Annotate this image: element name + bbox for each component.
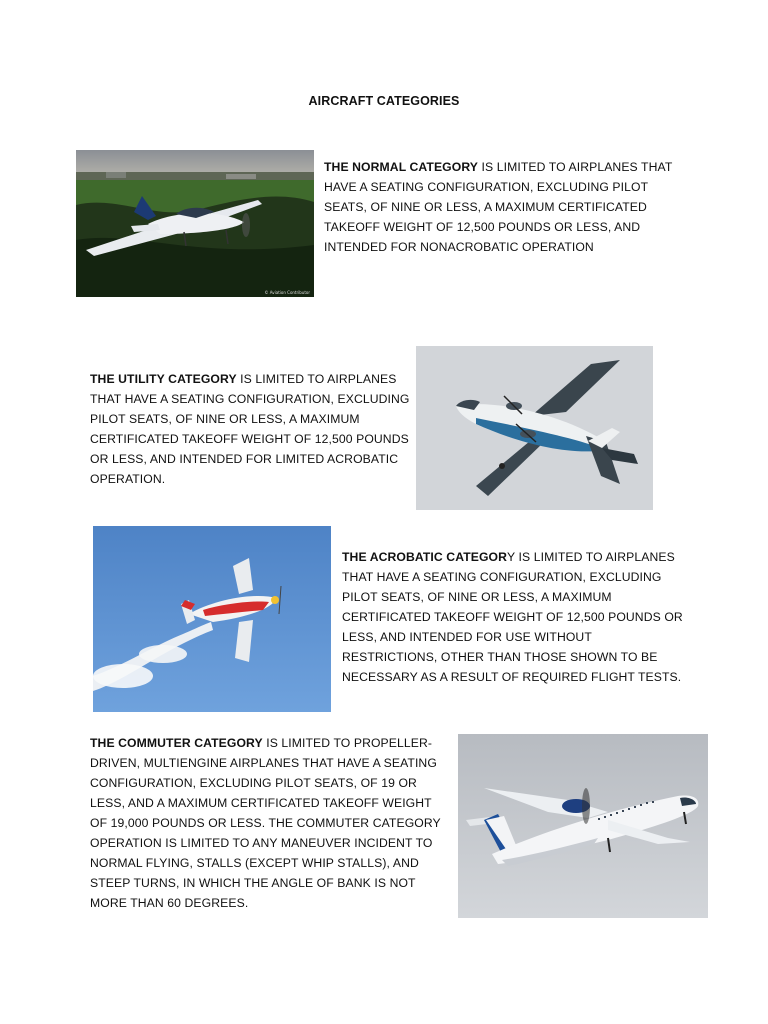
body-normal-category: IS LIMITED TO AIRPLANES THAT HAVE A SEATING CONFIGURATION, EXCLUDING PILOT SEATS, OF NINE OR LESS, A MAXIMUM CERTIFICATED TAKEOFF WEIGHT OF 12,500 POUNDS OR LESS, AND INTENDED FOR NONACROBATIC OPERATION bbox=[324, 160, 673, 254]
photo-credit: © Aviation Contributor bbox=[264, 290, 310, 295]
page-title: AIRCRAFT CATEGORIES bbox=[308, 94, 460, 108]
photo-utility-airplane bbox=[416, 346, 653, 510]
lead-acrobatic-category: THE ACROBATIC CATEGOR bbox=[342, 550, 508, 564]
paragraph-commuter-category bbox=[90, 733, 448, 913]
lead-utility-category: THE UTILITY CATEGORY bbox=[90, 372, 237, 386]
paragraph-normal-category bbox=[324, 157, 684, 257]
photo-commuter-airplane bbox=[458, 734, 708, 918]
paragraph-acrobatic-category bbox=[342, 547, 687, 687]
lead-acrobatic-suffix: Y bbox=[507, 550, 516, 564]
lead-commuter-category: THE COMMUTER CATEGORY bbox=[90, 736, 263, 750]
paragraph-utility-category bbox=[90, 369, 412, 489]
body-utility-category: IS LIMITED TO AIRPLANES THAT HAVE A SEATING CONFIGURATION, EXCLUDING PILOT SEATS, OF NINE OR LESS, A MAXIMUM CERTIFICATED TAKEOFF WEIGHT OF 12,500 POUNDS OR LESS, AND INTENDED FOR LIMITED ACROBATIC OPERATION. bbox=[90, 372, 410, 486]
body-acrobatic-category: IS LIMITED TO AIRPLANES THAT HAVE A SEATING CONFIGURATION, EXCLUDING PILOT SEATS, OF NINE OR LESS, A MAXIMUM CERTIFICATED TAKEOFF WEIGHT OF 12,500 POUNDS OR LESS, AND INTENDED FOR USE WITHOUT RESTRICTIONS, OTHER THAN THOSE SHOWN TO BE NECESSARY AS A RESULT OF REQUIRED FLIGHT TESTS. bbox=[342, 550, 683, 684]
body-commuter-category: IS LIMITED TO PROPELLER-DRIVEN, MULTIENGINE AIRPLANES THAT HAVE A SEATING CONFIGURATION, EXCLUDING PILOT SEATS, OF 19 OR LESS, AND A MAXIMUM CERTIFICATED TAKEOFF WEIGHT OF 19,000 POUNDS OR LESS. THE COMMUTER CATEGORY OPERATION IS LIMITED TO ANY MANEUVER INCIDENT TO NORMAL FLYING, STALLS (EXCEPT WHIP STALLS), AND STEEP TURNS, IN WHICH THE ANGLE OF BANK IS NOT MORE THAN 60 DEGREES. bbox=[90, 736, 441, 910]
photo-normal-airplane bbox=[76, 150, 314, 297]
lead-normal-category: THE NORMAL CATEGORY bbox=[324, 160, 479, 174]
photo-acrobatic-airplane bbox=[93, 526, 331, 712]
